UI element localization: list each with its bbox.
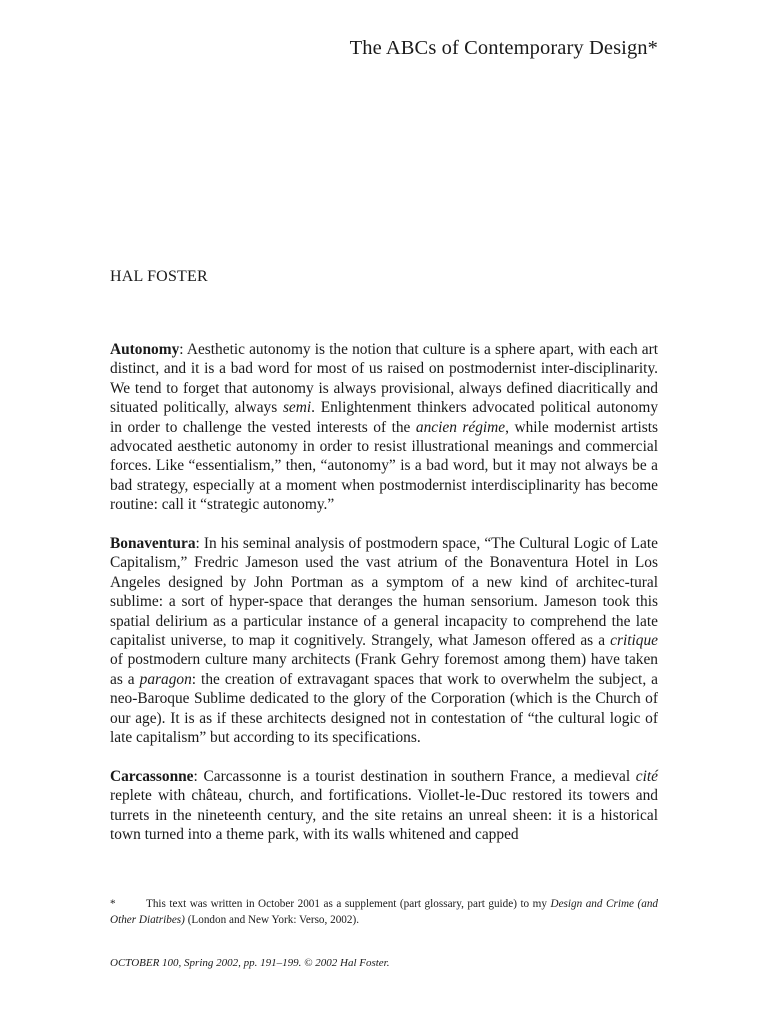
entry-text: Aesthetic autonomy is the notion that culture is a sphere apart, with each art distinct, and it is a bad word for most of us raised on postmodernist inter-disciplinarity. We tend to forget that autonomy is always provisional, always defined diacritically and situated politically, always <box>110 341 658 417</box>
page-title: The ABCs of Contemporary Design* <box>349 37 658 59</box>
entry-text: , while modernist artists advocated aesthetic autonomy in order to resist illustrational meanings and commercial forces. Like “essentialism,” then, “autonomy” is a bad word, but it may not always be a bad strategy, especially at a moment when postmodernist interdisciplinarity has become routine: call it “strategic autonomy.” <box>110 418 658 514</box>
entry-emphasis: critique <box>610 632 658 650</box>
entry-text: replete with château, church, and fortifications. Viollet-le-Duc restored its towers and turrets in the nineteenth century, and the site retains an unreal sheen: it is a historical town turned into a theme park, with its walls whitened and capped <box>110 787 658 844</box>
entry-text: In his seminal analysis of postmodern space, “The Cultural Logic of Late Capitalism,” Fredric Jameson used the vast atrium of the Bonaventura Hotel in Los Angeles designed by John Portman as a symptom of a new kind of architec-tural sublime: a sort of hyper-space that deranges the human sensorium. Jameson took this spatial delirium as a particular instance of a general incapacity to comprehend the late capitalist universe, to map it cognitively. Strangely, what Jameson offered as a <box>110 535 658 650</box>
author-name: HAL FOSTER <box>110 268 208 285</box>
footnote-text: This text was written in October 2001 as a supplement (part glossary, part guide) to my <box>146 898 551 910</box>
entry-term: Carcassonne <box>110 767 194 785</box>
entry-emphasis: ancien régime <box>415 418 506 436</box>
entry-text: . Enlightenment thinkers advocated political autonomy in order to challenge the vested interests of the <box>110 399 659 436</box>
entry-carcassonne: Carcassonne: Carcassonne is a tourist destination in southern France, a medieval cité replete with château, church, and fortifications. Viollet-le-Duc restored its towers and turrets in the nineteenth century, and the site retains an unreal sheen: it is a historical town turned into a theme park, with its walls whitened and capped <box>110 767 658 844</box>
entry-emphasis: cité <box>635 767 658 785</box>
footnote-book-title: Design and Crime (and Other Diatribes) <box>110 898 659 926</box>
entry-text: : the creation of extravagant spaces that work to overwhelm the subject, a neo-Baroque Sublime dedicated to the glory of the Corporation (which is the Church of our age). It is as if these architects designed not in contestation of “the cultural logic of late capitalism” but according to its specifications. <box>110 670 658 747</box>
entry-term: Bonaventura <box>110 535 196 553</box>
journal-citation: OCTOBER 100, Spring 2002, pp. 191–199. © 2002 Hal Foster. <box>110 957 390 969</box>
entry-text: Carcassonne is a tourist destination in southern France, a medieval <box>203 767 636 785</box>
article-body <box>110 340 658 864</box>
entry-term: Autonomy <box>110 341 180 358</box>
entry-emphasis: semi <box>282 399 312 417</box>
footnote <box>110 897 658 928</box>
entry-emphasis: paragon <box>139 670 192 688</box>
entry-bonaventura: Bonaventura: In his seminal analysis of postmodern space, “The Cultural Logic of Late Capitalism,” Fredric Jameson used the vast atrium of the Bonaventura Hotel in Los Angeles designed by John Portman as a symptom of a new kind of architec-tural sublime: a sort of hyper-space that deranges the human sensorium. Jameson took this spatial delirium as a particular instance of a general incapacity to comprehend the late capitalist universe, to map it cognitively. Strangely, what Jameson offered as a critique of postmodern culture many architects (Frank Gehry foremost among them) have taken as a paragon: the creation of extravagant spaces that work to overwhelm the subject, a neo-Baroque Sublime dedicated to the glory of the Corporation (which is the Church of our age). It is as if these architects designed not in contestation of “the cultural logic of late capitalism” but according to its specifications. <box>110 535 658 747</box>
entry-text: of postmodern culture many architects (Frank Gehry foremost among them) have taken as a <box>110 651 658 688</box>
footnote-marker: * <box>110 898 116 910</box>
entry-autonomy: Autonomy: Aesthetic autonomy is the notion that culture is a sphere apart, with each art distinct, and it is a bad word for most of us raised on postmodernist inter-disciplinarity. We tend to forget that autonomy is always provisional, always defined diacritically and situated politically, always semi. Enlightenment thinkers advocated political autonomy in order to challenge the vested interests of the ancien régime, while modernist artists advocated aesthetic autonomy in order to resist illustrational meanings and commercial forces. Like “essentialism,” then, “autonomy” is a bad word, but it may not always be a bad strategy, especially at a moment when postmodernist interdisciplinarity has become routine: call it “strategic autonomy.” <box>110 341 659 514</box>
footnote-text: (London and New York: Verso, 2002). <box>184 913 360 926</box>
